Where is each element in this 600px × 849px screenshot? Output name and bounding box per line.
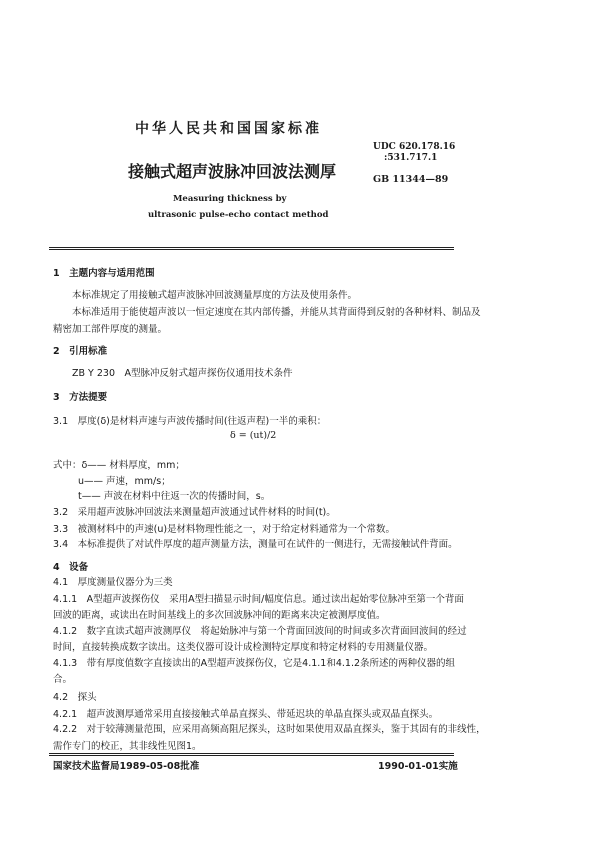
country-standard-heading: 中华人民共和国国家标准 xyxy=(135,121,322,137)
section-4-heading: 4 设备 xyxy=(53,562,89,573)
section-2-heading: 2 引用标准 xyxy=(53,346,108,357)
reference-item: ZB Y 230 A型脉冲反射式超声探伤仪通用技术条件 xyxy=(72,368,293,379)
section-1-heading: 1 主题内容与适用范围 xyxy=(53,268,155,279)
english-title-line2: ultrasonic pulse-echo contact method xyxy=(148,210,329,220)
formula-legend: u—— 声速，mm/s； xyxy=(78,476,171,487)
clause: 4.1.2 数字直读式超声波测厚仪 将起始脉冲与第一个背面回波间的时间或多次背面回波间的经过 xyxy=(53,626,467,637)
gb-number: GB 11344—89 xyxy=(373,174,449,185)
approval-date: 国家技术监督局1989-05-08批准 xyxy=(53,761,200,772)
formula: δ = (ut)/2 xyxy=(230,430,277,441)
clause: 3.1 厚度(δ)是材料声速与声波传播时间(往返声程)一半的乘积： xyxy=(53,416,327,427)
clause: 4.1 厚度测量仪器分为三类 xyxy=(53,577,173,588)
clause: 4.1.1 A型超声波探伤仪 采用A型扫描显示时间/幅度信息。通过读出起始零位脉冲至第一个背面 xyxy=(53,594,464,605)
header-divider xyxy=(49,247,454,250)
clause: 4.2 探头 xyxy=(53,692,97,703)
clause: 合。 xyxy=(53,674,73,685)
clause: 4.1.3 带有厚度值数字直接读出的A型超声波探伤仪，它是4.1.1和4.1.2条所述的两种仪器的组 xyxy=(53,658,456,669)
section-3-heading: 3 方法提要 xyxy=(53,392,108,403)
clause: 时间，直接转换成数字读出。这类仪器可设计成检测特定厚度和特定材料的专用测量仪器。 xyxy=(53,642,434,653)
paragraph: 本标准规定了用接触式超声波脉冲回波测量厚度的方法及使用条件。 xyxy=(72,290,358,301)
formula-legend: 式中：δ—— 材料厚度，mm； xyxy=(53,460,185,471)
clause: 需作专门的校正，其非线性见图1。 xyxy=(53,741,202,752)
formula-legend: t—— 声波在材料中往返一次的传播时间，s。 xyxy=(78,491,271,502)
document-title: 接触式超声波脉冲回波法测厚 xyxy=(128,162,337,181)
footer-divider xyxy=(49,753,454,756)
paragraph: 本标准适用于能使超声波以一恒定速度在其内部传播，并能从其背面得到反射的各种材料、制品及 xyxy=(72,307,481,318)
clause: 4.2.2 对于较薄测量范围，应采用高频高阻尼探头，这时如果使用双晶直探头，鉴于其固有的非线性， xyxy=(53,724,486,735)
clause: 3.3 被测材料中的声速(u)是材料物理性能之一，对于给定材料通常为一个常数。 xyxy=(53,524,396,535)
udc-code: UDC 620.178.16 xyxy=(373,142,456,152)
clause: 回波的距离，或读出在时间基线上的多次回波脉冲间的距离来决定被测厚度值。 xyxy=(53,610,386,621)
clause: 3.4 本标准提供了对试件厚度的超声测量方法，测量可在试件的一侧进行，无需接触试件背面。 xyxy=(53,539,458,550)
paragraph: 精密加工部件厚度的测量。 xyxy=(53,324,168,335)
effective-date: 1990-01-01实施 xyxy=(378,761,458,772)
udc-code-cont: :531.717.1 xyxy=(384,153,438,163)
clause: 3.2 采用超声波脉冲回波法来测量超声波通过试件材料的时间(t)。 xyxy=(53,507,336,518)
clause: 4.2.1 超声波测厚通常采用直接接触式单晶直探头、带延迟块的单晶直探头或双晶直探头。 xyxy=(53,709,439,720)
english-title-line1: Measuring thickness by xyxy=(173,194,287,204)
